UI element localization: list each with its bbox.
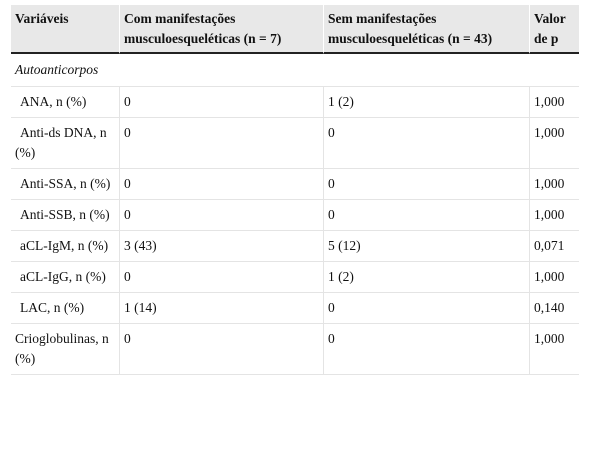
row-variable <box>11 262 119 293</box>
row-variable <box>11 200 119 231</box>
table-row <box>11 200 579 231</box>
row-without-value: 1 (2) <box>323 262 529 293</box>
variable-label: Crioglobulinas, n (%) <box>15 331 109 366</box>
variable-label: aCL-IgM, n (%) <box>20 238 109 253</box>
row-variable <box>11 87 119 118</box>
table-row <box>11 324 579 375</box>
variable-label: Anti-SSB, n (%) <box>20 207 110 222</box>
row-variable <box>11 169 119 200</box>
row-variable <box>11 293 119 324</box>
header-row <box>11 5 579 54</box>
row-without-value: 0 <box>323 293 529 324</box>
row-p-value: 0,071 <box>529 231 579 262</box>
row-without-value: 0 <box>323 169 529 200</box>
row-with-value: 0 <box>119 118 323 169</box>
table-row <box>11 293 579 324</box>
variable-label: Anti-SSA, n (%) <box>20 176 111 191</box>
row-with-value: 0 <box>119 169 323 200</box>
variable-label: aCL-IgG, n (%) <box>20 269 106 284</box>
row-without-value: 0 <box>323 200 529 231</box>
table-body <box>11 54 579 375</box>
table-header <box>11 5 579 54</box>
row-p-value: 1,000 <box>529 169 579 200</box>
row-p-value: 0,140 <box>529 293 579 324</box>
row-with-value: 0 <box>119 262 323 293</box>
row-p-value: 1,000 <box>529 262 579 293</box>
header-variables: Variáveis <box>11 5 119 54</box>
variable-label: ANA, n (%) <box>20 94 87 109</box>
row-variable <box>11 324 119 375</box>
row-with-value: 0 <box>119 324 323 375</box>
row-without-value: 0 <box>323 118 529 169</box>
table-row <box>11 169 579 200</box>
row-with-value: 3 (43) <box>119 231 323 262</box>
row-variable <box>11 118 119 169</box>
row-without-value: 1 (2) <box>323 87 529 118</box>
section-label: Autoanticorpos <box>11 54 579 87</box>
row-p-value: 1,000 <box>529 200 579 231</box>
row-p-value: 1,000 <box>529 87 579 118</box>
row-with-value: 0 <box>119 200 323 231</box>
row-with-value: 1 (14) <box>119 293 323 324</box>
row-p-value: 1,000 <box>529 118 579 169</box>
table-row <box>11 118 579 169</box>
header-without-manifestations: Sem manifestações musculoesqueléticas (n = 43) <box>323 5 529 54</box>
row-with-value: 0 <box>119 87 323 118</box>
variable-label: LAC, n (%) <box>20 300 85 315</box>
autoantibodies-table <box>11 5 579 375</box>
table-row <box>11 262 579 293</box>
row-without-value: 5 (12) <box>323 231 529 262</box>
header-p-value: Valor de p <box>529 5 579 54</box>
variable-label: Anti-ds DNA, n (%) <box>15 125 107 160</box>
row-without-value: 0 <box>323 324 529 375</box>
row-p-value: 1,000 <box>529 324 579 375</box>
table-row <box>11 87 579 118</box>
table-row <box>11 231 579 262</box>
table-container <box>11 5 579 375</box>
header-with-manifestations: Com manifestações musculoesqueléticas (n = 7) <box>119 5 323 54</box>
section-row <box>11 54 579 87</box>
row-variable <box>11 231 119 262</box>
